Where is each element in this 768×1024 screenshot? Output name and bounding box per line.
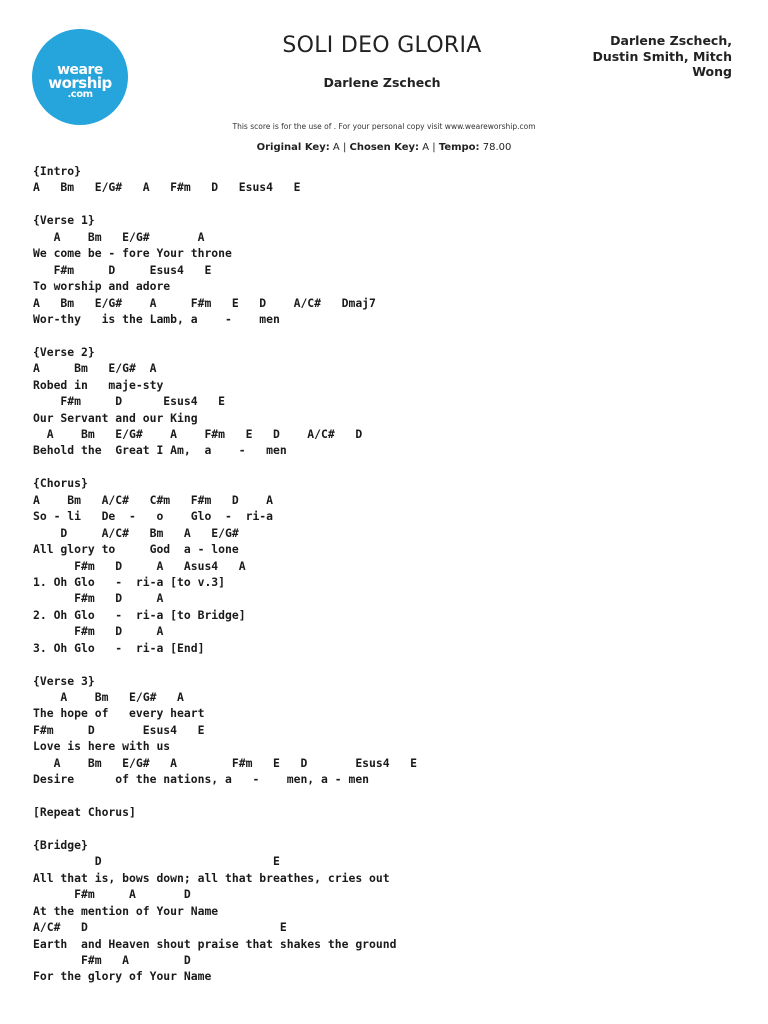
song-artist: Darlene Zschech xyxy=(323,75,441,90)
chord-line: F#m A D xyxy=(33,953,191,967)
usage-notice: This score is for the use of . For your personal copy visit www.weareworship.com xyxy=(232,122,536,131)
chord-line: F#m D A Asus4 A xyxy=(33,558,246,573)
lyric-line: 1. Oh Glo - ri-a [to v.3] xyxy=(33,574,226,589)
section-heading: {Verse 2} xyxy=(33,344,95,359)
blank-line xyxy=(33,196,753,212)
lyric-line: 3. Oh Glo - ri-a [End] xyxy=(33,640,205,655)
lyric-line: So - li De - o Glo - ri-a xyxy=(33,509,274,524)
blank-line xyxy=(33,788,753,804)
chosen-key-value: A xyxy=(422,142,430,153)
chord-line: A Bm E/G# A F#m E D A/C# Dmaj7 xyxy=(33,295,376,310)
chord-line: D A/C# Bm A E/G# xyxy=(33,525,239,540)
weareworship-logo xyxy=(32,29,128,125)
lyric-line: Desire of the nations, a - men, a - men xyxy=(33,772,370,787)
lyric-line: We come be - fore Your throne xyxy=(33,246,232,261)
chord-line: A/C# D E xyxy=(33,920,287,935)
lyric-line: The hope of every heart xyxy=(33,706,205,721)
chord-line: F#m D A xyxy=(33,591,164,606)
chord-line: F#m D Esus4 E xyxy=(33,722,205,737)
chord-line: D E xyxy=(33,854,280,869)
logo-text-dotcom: .com xyxy=(67,89,93,100)
key-info-line xyxy=(84,142,684,153)
lyric-line: Our Servant and our King xyxy=(33,410,198,425)
chord-line: A Bm E/G# A F#m E D A/C# D xyxy=(33,427,363,441)
section-heading: {Verse 1} xyxy=(33,213,95,228)
key-separator: | xyxy=(342,142,347,153)
chosen-key-label: Chosen Key: xyxy=(349,142,420,153)
chord-line: F#m D Esus4 E xyxy=(33,262,212,277)
lyric-line: Love is here with us xyxy=(33,739,171,754)
lyric-line: All that is, bows down; all that breathes, cries out xyxy=(33,870,390,885)
chord-line: F#m D A xyxy=(33,624,164,639)
lyric-line: Earth and Heaven shout praise that shakes the ground xyxy=(33,936,397,951)
lyric-line: 2. Oh Glo - ri-a [to Bridge] xyxy=(33,607,246,622)
lyric-line: To worship and adore xyxy=(33,279,171,294)
lyric-line: Robed in maje-sty xyxy=(33,377,164,392)
tempo-label: Tempo: xyxy=(438,142,480,153)
chord-line: A Bm A/C# C#m F#m D A xyxy=(33,492,274,507)
chord-line: A Bm E/G# A xyxy=(33,361,157,376)
chord-line: F#m D Esus4 E xyxy=(33,394,226,409)
lyric-line: Wor-thy is the Lamb, a - men xyxy=(33,311,280,326)
section-heading: {Chorus} xyxy=(33,476,88,491)
section-heading: [Repeat Chorus] xyxy=(33,805,136,820)
author-line: Darlene Zschech, xyxy=(610,33,732,48)
section-heading: {Bridge} xyxy=(33,837,88,852)
chord-line: A Bm E/G# A xyxy=(33,690,184,704)
song-title: SOLI DEO GLORIA xyxy=(282,33,482,58)
logo-text-we-are: weare xyxy=(57,62,103,78)
song-authors xyxy=(562,33,732,80)
chord-line: A Bm E/G# A F#m E D Esus4 E xyxy=(33,755,418,770)
lyric-line: All glory to God a - lone xyxy=(33,542,239,557)
lyric-line: For the glory of Your Name xyxy=(33,969,212,984)
blank-line xyxy=(33,821,753,837)
original-key-label: Original Key: xyxy=(256,142,330,153)
blank-line xyxy=(33,656,753,672)
author-line: Dustin Smith, Mitch xyxy=(592,48,732,64)
chord-sheet xyxy=(33,163,753,985)
chord-line: A Bm E/G# A xyxy=(33,229,205,244)
lyric-line: Behold the Great I Am, a - men xyxy=(33,443,287,458)
chord-line: F#m A D xyxy=(33,887,191,902)
section-heading: {Intro} xyxy=(33,164,82,178)
blank-line xyxy=(33,327,753,343)
author-line: Wong xyxy=(692,64,732,79)
section-heading: {Verse 3} xyxy=(33,673,95,688)
key-separator: | xyxy=(432,142,436,153)
logo-text-worship: worship xyxy=(48,74,112,92)
original-key-value: A xyxy=(332,142,340,153)
blank-line xyxy=(33,459,753,475)
chord-line: A Bm E/G# A F#m D Esus4 E xyxy=(33,180,301,195)
lyric-line: At the mention of Your Name xyxy=(33,903,219,918)
tempo-value: 78.00 xyxy=(482,142,512,153)
